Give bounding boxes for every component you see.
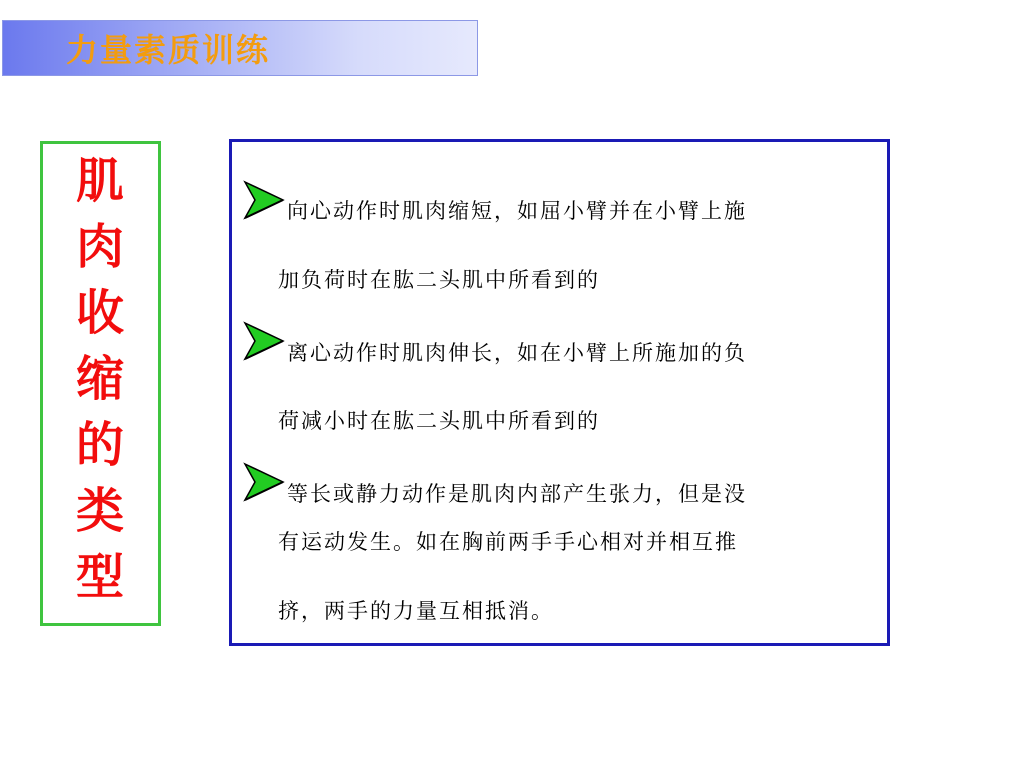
bullet-3-line-1: 等长或静力动作是肌肉内部产生张力，但是没 [287, 482, 747, 506]
bullet-3-line-2: 有运动发生。如在胸前两手手心相对并相互推 [278, 530, 738, 554]
arrow-bullet-icon [243, 462, 285, 502]
slide-title: 力量素质训练 [66, 31, 271, 69]
arrow-bullet-icon [243, 180, 285, 220]
bullet-1-line-2: 加负荷时在肱二头肌中所看到的 [278, 268, 600, 292]
side-title: 肌肉收缩的类型 [75, 153, 124, 605]
bullet-1-line-1: 向心动作时肌肉缩短，如屈小臂并在小臂上施 [287, 199, 747, 223]
bullet-3-line-3: 挤，两手的力量互相抵消。 [278, 599, 554, 623]
bullet-2-line-1: 离心动作时肌肉伸长，如在小臂上所施加的负 [287, 341, 747, 365]
arrow-bullet-icon [243, 321, 285, 361]
bullet-2-line-2: 荷减小时在肱二头肌中所看到的 [278, 409, 600, 433]
